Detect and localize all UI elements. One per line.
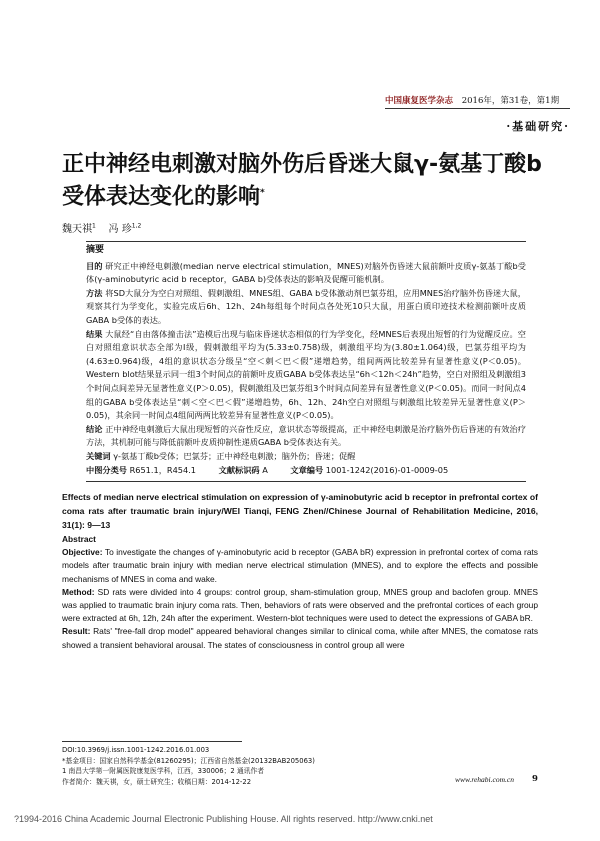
english-result: Result: Rats' "free-fall drop model" appeared behavioral changes similar to clinical coma, while after MNES, the comatose rats showed a transient behavioral arousal. The states of consciousness in control group all were [62, 626, 539, 650]
abstract-zh [86, 244, 526, 477]
author-name: 魏天祺 [62, 224, 92, 235]
abstract-bottom-rule [86, 481, 526, 482]
author-affiliation: 1 [92, 222, 96, 230]
footnote-doi: DOI:10.3969/j.issn.1001-1242.2016.01.003 [62, 746, 210, 754]
article-title-zh [62, 150, 542, 211]
abstract-methods: 方法 将SD大鼠分为空白对照组、假刺激组、MNES组、GABA b受体激动剂巴氯芬组，应用MNES治疗脑外伤昏迷大鼠，观察其行为学变化，实验完成后6h、12h、24h每组每个时间点各处死10只大鼠，用蛋白质印迹技术检测前额叶皮质GABA b受体的表达。 [86, 287, 526, 325]
title-text: 正中神经电刺激对脑外伤后昏迷大鼠γ-氨基丁酸b受体表达变化的影响 [62, 152, 542, 210]
english-objective: Objective: To investigate the changes of γ-aminobutyric acid b receptor (GABA bR) expression in prefrontal cortex of coma rats models after traumatic brain injury with median nerve electrical stimulation (MNES), and to explore the effects and possible mechanisms of MNES in coma and wake. [62, 547, 538, 584]
abstract-heading: 摘要 [86, 245, 105, 255]
abstract-keywords: 关键词 γ-氨基丁酸b受体；巴氯芬；正中神经电刺激；脑外伤；昏迷；促醒 [86, 450, 356, 461]
abstract-top-rule [86, 241, 526, 242]
journal-header [385, 94, 570, 108]
abstract-conclusion: 结论 正中神经电刺激后大鼠出现短暂的兴奋性反应，意识状态等级提高，正中神经电刺激是治疗脑外伤后昏迷的有效治疗方法，其机制可能与降低前额叶皮质抑制性递质GABA b受体表达有关。 [86, 423, 526, 448]
author-name: 冯 珍 [108, 224, 132, 235]
footnote-author-info: 作者简介：魏天祺，女，硕士研究生；收稿日期：2014-12-22 [62, 777, 252, 786]
english-method: Method: SD rats were divided into 4 groups: control group, sham-stimulation group, MNES group and baclofen group. MNES was applied to traumatic brain injury coma rats. Then, behaviors of rats were observed and the prefrontal cortices of each group were extracted at 6h, 12h, 24h after the experiment. Western-blot techniques were used to detect the expressions of GABA bR. [62, 586, 538, 624]
section-tag: ·基础研究· [506, 120, 570, 133]
abstract-objective: 目的 研究正中神经电刺激(median nerve electrical stimulation，MNES)对脑外伤昏迷大鼠前额叶皮质γ-氨基丁酸b受体(γ-aminobutyric acid b receptor，GABA b)受体表达的影响及促醒可能机制。 [86, 260, 526, 285]
footnotes [62, 745, 362, 787]
journal-issue: 2016年，第31卷，第1期 [461, 96, 560, 106]
english-title: Effects of median nerve electrical stimulation on expression of γ-aminobutyric acid b receptor in prefrontal cortex of coma rats after traumatic brain injury/WEI Tianqi, FENG Zhen//Chinese Journal of Rehabilitation Medicine, 2016, 31(1): 9—13 [62, 492, 538, 530]
author-line [62, 220, 141, 235]
footnote-fund: *基金项目：国家自然科学基金(81260295)；江西省自然基金(20132BAB205063) [62, 756, 315, 765]
english-abstract-heading: Abstract [62, 534, 96, 544]
classification-row: 中图分类号 R651.1，R454.1 文献标识码 A 文章编号 1001-1242(2016)-01-0009-05 [86, 464, 449, 475]
header-rule [385, 108, 570, 109]
copyright-bar: ?1994-2016 China Academic Journal Electronic Publishing House. All rights reserved. http://www.cnki.net [14, 814, 433, 824]
abstract-en [62, 490, 538, 652]
journal-name: 中国康复医学杂志 [385, 96, 454, 106]
footnote-affiliation: 1 南昌大学第一附属医院康复医学科，江西，330006；2 通讯作者 [62, 767, 265, 776]
footnote-rule [62, 741, 242, 742]
journal-website: www.rehabi.com.cn [455, 775, 514, 784]
abstract-results: 结果 大鼠经“自由落体撞击法”造模后出现与临床昏迷状态相似的行为学变化，经MNES后表现出短暂的行为觉醒反应。空白对照组意识状态全部为Ⅰ级，假刺激组平均为(5.33±0.758)级，刺激组平均为(3.80±1.064)级，巴氯芬组平均为(4.63±0.964)级，4组的意识状态分级呈“空＜刺＜巴＜假”递增趋势，组间两两比较差异有显著性意义(P＜0.05)。Western blot结果显示同一组3个时间点的前额叶皮质GABA b受体表达呈“6h＜12h＜24h”趋势，空白对照组及刺激组3个时间点间差异无显著性意义(P＞0.05)，假刺激组及巴氯芬组3个时间点间差异有显著性意义(P＜0.05)。而同一时间点4组的GABA b受体表达呈“刺＜空＜巴＜假”递增趋势，6h、12h、24h空白对照组与刺激组比较差异无显著性意义(P＞0.05)，其余同一时间点4组间两两比较差异有显著性意义(P＜0.05)。 [86, 328, 526, 421]
author-affiliation: 1,2 [131, 222, 142, 230]
title-footnote-mark: * [260, 188, 265, 198]
page-number: 9 [532, 774, 538, 784]
